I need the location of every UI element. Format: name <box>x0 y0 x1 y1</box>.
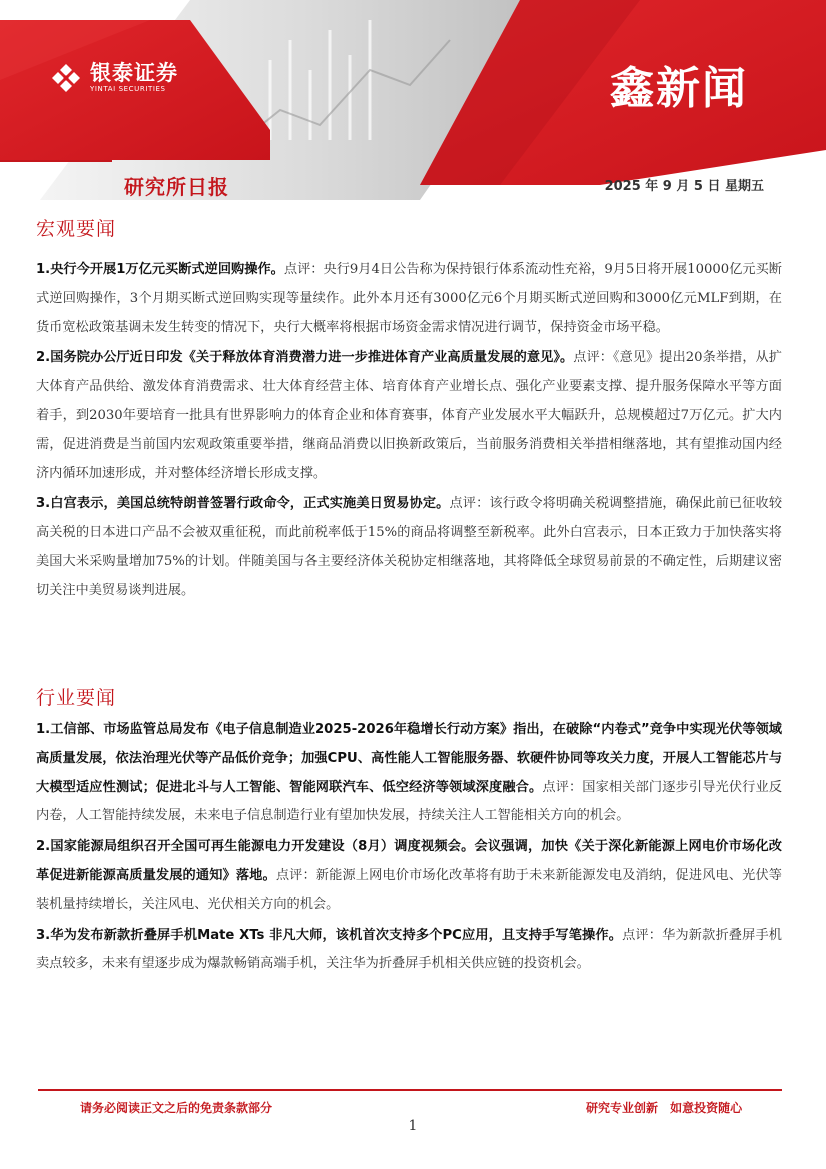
news-item <box>36 490 782 605</box>
header-banner <box>0 0 826 200</box>
news-headline: 2.国家能源局组织召开全国可再生能源电力开发建设（8月）调度视频会。会议强调，加快《关于深化新能源上网电价市场化改革促进新能源高质量发展的通知》落地。 <box>36 839 782 883</box>
company-logo <box>50 62 178 94</box>
news-item <box>36 922 782 980</box>
news-comment: 点评：华为新款折叠屏手机卖点较多，未来有望逐步成为爆款畅销高端手机，关注华为折叠屏手机相关供应链的投资机会。 <box>36 927 782 972</box>
news-headline: 3.白宫表示，美国总统特朗普签署行政命令，正式实施美日贸易协定。 <box>36 496 450 512</box>
news-comment: 点评：《意见》提出20条举措，从扩大体育产品供给、激发体育消费需求、壮大体育经营主体、培育体育产业增长点、强化产业要素支撑、提升服务保障水平等方面着手，到2030年要培育一批具有世界影响力的体育企业和体育赛事，体育产业发展水平大幅跃升，总规模超过7万亿元。扩大内需，促进消费是当前国内宏观政策重要举措，继商品消费以旧换新政策后，当前服务消费相关举措相继落地，其有望推动国内经济内循环加速形成，并对整体经济增长形成支撑。 <box>36 350 782 481</box>
industry-news-list <box>36 716 782 981</box>
section-title-industry: 行业要闻 <box>36 687 117 709</box>
news-comment: 点评：央行9月4日公告称为保持银行体系流动性充裕，9月5日将开展10000亿元买断式逆回购操作，3个月期买断式逆回购实现等量续作。此外本月还有3000亿元6个月期买断式逆回购和3000亿元MLF到期，在货币宽松政策基调未发生转变的情况下，央行大概率将根据市场资金需求情况进行调节，保持资金市场平稳。 <box>36 262 782 335</box>
news-item <box>36 716 782 831</box>
company-logo-icon <box>50 62 82 94</box>
news-item <box>36 344 782 488</box>
news-headline: 1.工信部、市场监管总局发布《电子信息制造业2025-2026年稳增长行动方案》指出，在破除“内卷式”竞争中实现光伏等领域高质量发展，依法治理光伏等产品低价竞争；加强CPU、高性能人工智能服务器、软硬件协同等攻关力度，开展人工智能芯片与大模型适应性测试；促进北斗与人工智能、智能网联汽车、低空经济等领域深度融合。 <box>36 722 782 795</box>
section-title-macro: 宏观要闻 <box>36 218 117 240</box>
daily-report-title: 研究所日报 <box>124 175 229 199</box>
logo-english-name: YINTAI SECURITIES <box>90 85 166 93</box>
news-headline: 1.央行今开展1万亿元买断式逆回购操作。 <box>36 262 284 277</box>
brand-title: 鑫新闻 <box>610 63 748 114</box>
footer-slogan: 研究专业创新 如意投资随心 <box>586 1101 743 1115</box>
page-number: 1 <box>408 1118 418 1134</box>
footer-divider <box>38 1089 782 1091</box>
news-comment: 点评：新能源上网电价市场化改革将有助于未来新能源发电及消纳，促进风电、光伏等装机量持续增长，关注风电、光伏相关方向的机会。 <box>36 867 782 912</box>
logo-chinese-name: 银泰证券 <box>90 61 178 85</box>
news-item <box>36 256 782 342</box>
news-headline: 3.华为发布新款折叠屏手机Mate XTs 非凡大师，该机首次支持多个PC应用，且支持手写笔操作。 <box>36 927 623 943</box>
news-item <box>36 833 782 919</box>
report-date: 2025 年 9 月 5 日 星期五 <box>604 179 764 194</box>
footer-disclaimer: 请务必阅读正文之后的免责条款部分 <box>80 1101 273 1115</box>
news-comment: 点评：该行政令将明确关税调整措施，确保此前已征收较高关税的日本进口产品不会被双重征税，而此前税率低于15%的商品将调整至新税率。此外白宫表示，日本正致力于加快落实将美国大米采购量增加75%的计划。伴随美国与各主要经济体关税协定相继落地，其将降低全球贸易前景的不确定性，后期建议密切关注中美贸易谈判进展。 <box>36 496 783 598</box>
news-headline: 2.国务院办公厅近日印发《关于释放体育消费潜力进一步推进体育产业高质量发展的意见》。 <box>36 350 574 366</box>
macro-news-list <box>36 256 782 608</box>
news-comment: 点评：国家相关部门逐步引导光伏行业反内卷，人工智能持续发展，未来电子信息制造行业有望加快发展，持续关注人工智能相关方向的机会。 <box>36 779 783 824</box>
